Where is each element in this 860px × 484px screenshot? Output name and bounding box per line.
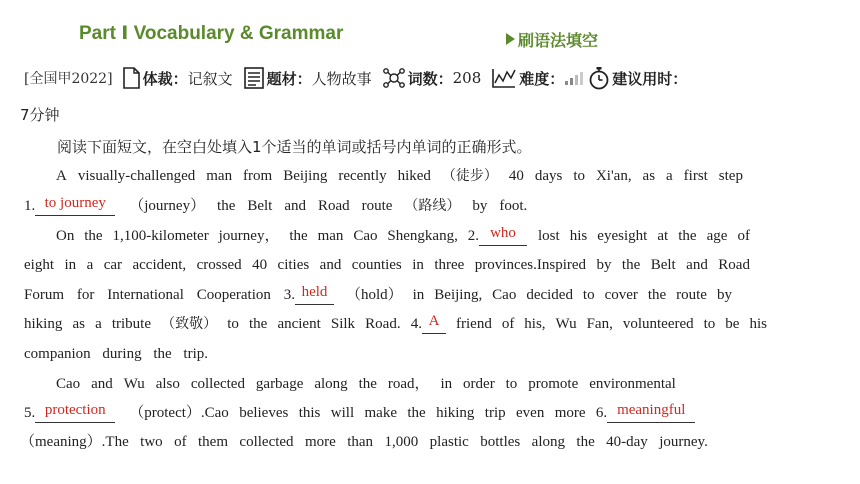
word: order	[463, 376, 495, 392]
word: hiking	[24, 316, 63, 332]
word: step	[718, 168, 743, 184]
word: On	[56, 228, 75, 244]
answer-1: to journey	[44, 195, 106, 211]
topic-value: 人物故事	[311, 69, 372, 88]
word: age	[706, 228, 728, 244]
word: visually-challenged	[77, 168, 196, 184]
word: as	[72, 316, 85, 332]
meta-bar	[24, 66, 687, 90]
answer-blank-2[interactable]	[479, 227, 527, 246]
word: Beijing	[283, 168, 328, 184]
word: the	[647, 287, 667, 303]
word: and	[91, 376, 113, 392]
word: his	[749, 316, 767, 332]
answer-blank-1[interactable]	[35, 197, 115, 216]
word: 2.	[467, 228, 479, 244]
trend-chart-icon	[491, 67, 517, 89]
blank-number: 5.	[24, 405, 36, 421]
word: trip.	[183, 346, 208, 362]
word: the	[217, 198, 236, 214]
word: Shengkang,	[387, 228, 458, 244]
word: trip	[484, 405, 506, 421]
word: crossed	[196, 257, 242, 273]
list-document-icon	[243, 67, 265, 89]
word: to	[227, 316, 239, 332]
word: and	[284, 198, 306, 214]
word: friend	[456, 316, 492, 332]
answer-6: meaningful	[617, 402, 686, 418]
answer-2: who	[490, 225, 516, 241]
word: provinces.Inspired	[474, 257, 587, 273]
passage-segment	[24, 285, 295, 305]
word: along	[531, 434, 565, 450]
word: in	[412, 287, 425, 303]
word: to	[573, 168, 585, 184]
word: eyesight	[597, 228, 648, 244]
source-label: [全国甲2022]	[24, 71, 113, 87]
word: （protect）.Cao	[129, 405, 229, 421]
passage-line	[24, 344, 208, 364]
word: man	[317, 228, 344, 244]
word: during	[102, 346, 142, 362]
word: ancient	[277, 316, 321, 332]
word: and	[319, 257, 342, 273]
passage-segment	[346, 285, 732, 305]
word: along	[314, 376, 348, 392]
word: believes	[239, 405, 289, 421]
passage-line	[24, 403, 696, 423]
word: A	[56, 168, 67, 184]
word: 3.	[283, 287, 295, 303]
passage-line	[24, 314, 770, 334]
word: （徒步）	[441, 168, 498, 184]
word: Silk	[330, 316, 356, 332]
word: a	[86, 257, 94, 273]
passage-line	[24, 285, 732, 305]
word: journey，	[218, 228, 280, 244]
answer-blank-5[interactable]	[35, 404, 115, 423]
word: 1,000	[384, 434, 419, 450]
word: 40-day	[606, 434, 648, 450]
word: hiked	[397, 168, 431, 184]
word: his	[569, 228, 588, 244]
word: by	[472, 198, 488, 214]
answer-3: held	[301, 284, 328, 300]
word: more	[554, 405, 586, 421]
word: this	[298, 405, 321, 421]
words-label: 词数：	[407, 69, 453, 88]
play-triangle-icon	[506, 33, 515, 45]
passage-segment	[456, 314, 767, 334]
word: International	[107, 287, 184, 303]
exercise-tag-label: 刷语法填空	[518, 31, 599, 50]
instruction-text: 阅读下面短文，在空白处填入1个适当的单词或括号内单词的正确形式。	[57, 138, 532, 156]
word: the	[358, 376, 377, 392]
word: environmental	[589, 376, 676, 392]
word: （journey）	[129, 198, 206, 214]
word: Wu	[555, 316, 577, 332]
word: 1,100-kilometer	[112, 228, 209, 244]
word: also	[155, 376, 180, 392]
word: Wu	[123, 376, 145, 392]
word: lost	[538, 228, 560, 244]
difficulty-bars-icon	[564, 70, 584, 86]
word: Belt	[247, 198, 273, 214]
passage-line	[24, 255, 750, 275]
answer-blank-4[interactable]	[422, 315, 446, 334]
word: route	[361, 198, 393, 214]
word: the	[576, 434, 595, 450]
word: two	[140, 434, 163, 450]
word: man	[206, 168, 233, 184]
word: （meaning）.The	[20, 434, 129, 450]
word: cities	[277, 257, 310, 273]
genre-label: 体裁：	[142, 69, 188, 88]
words-value: 208	[452, 69, 482, 87]
word: his,	[524, 316, 546, 332]
answer-blank-6[interactable]	[607, 404, 695, 423]
answer-4: A	[428, 313, 440, 329]
time-value: 7分钟	[20, 106, 60, 124]
word: the	[407, 405, 426, 421]
word: Forum	[24, 287, 65, 303]
passage-segment	[56, 226, 479, 246]
word: to	[582, 287, 595, 303]
word: foot.	[499, 198, 528, 214]
word: days	[534, 168, 563, 184]
word: of	[501, 316, 515, 332]
word: Fan,	[586, 316, 613, 332]
word: a	[666, 168, 673, 184]
section-title: Part Ⅰ Vocabulary & Grammar	[79, 23, 344, 44]
word: garbage	[255, 376, 304, 392]
word: from	[243, 168, 273, 184]
exercise-tag	[506, 28, 598, 51]
passage-segment	[538, 226, 750, 246]
word: Belt	[650, 257, 676, 273]
word: companion	[24, 346, 91, 362]
answer-blank-3[interactable]	[295, 286, 334, 305]
word: more	[304, 434, 336, 450]
network-icon	[382, 67, 406, 89]
word: a	[95, 316, 102, 332]
word: for	[76, 287, 95, 303]
word: Beijing,	[434, 287, 483, 303]
word: the	[249, 316, 268, 332]
word: 40	[252, 257, 268, 273]
word: volunteered	[622, 316, 694, 332]
passage-segment	[129, 196, 527, 216]
topic-label: 题材：	[266, 69, 312, 88]
word: even	[516, 405, 545, 421]
word: 4.	[410, 316, 422, 332]
word: counties	[351, 257, 402, 273]
word: Road	[718, 257, 750, 273]
word: accident,	[132, 257, 187, 273]
document-icon	[121, 67, 141, 89]
word: by	[596, 257, 612, 273]
word: three	[434, 257, 465, 273]
word: collected	[239, 434, 294, 450]
word: the	[678, 228, 697, 244]
word: the	[289, 228, 308, 244]
word: recently	[338, 168, 387, 184]
word: the	[621, 257, 641, 273]
word: of	[737, 228, 750, 244]
passage-segment	[24, 314, 422, 334]
word: decided	[526, 287, 573, 303]
word: （路线）	[404, 198, 461, 214]
passage-line	[56, 166, 743, 186]
word: Road.	[365, 316, 401, 332]
word: journey.	[659, 434, 708, 450]
passage-line	[56, 374, 676, 394]
word: Cao	[353, 228, 378, 244]
word: the	[153, 346, 172, 362]
genre-value: 记叙文	[187, 69, 233, 88]
word: to	[505, 376, 518, 392]
word: tribute	[111, 316, 151, 332]
word: first	[683, 168, 708, 184]
word: be	[725, 316, 740, 332]
word: Cao	[56, 376, 81, 392]
word: in	[440, 376, 453, 392]
word: route	[676, 287, 707, 303]
answer-5: protection	[44, 402, 106, 418]
word: in	[64, 257, 77, 273]
blank-number: 1.	[24, 198, 36, 214]
word: plastic	[429, 434, 469, 450]
word: hiking	[436, 405, 475, 421]
word: will	[330, 405, 355, 421]
word: collected	[190, 376, 245, 392]
word: road，	[387, 376, 430, 392]
difficulty-label: 难度：	[519, 69, 565, 88]
stopwatch-icon	[588, 66, 610, 90]
passage-line	[56, 226, 750, 246]
word: promote	[528, 376, 579, 392]
word: them	[198, 434, 228, 450]
word: bottles	[480, 434, 521, 450]
word: 40	[508, 168, 524, 184]
word: by	[716, 287, 732, 303]
passage-segment	[129, 403, 607, 423]
word: 6.	[595, 405, 608, 421]
word: and	[686, 257, 708, 273]
word: as	[642, 168, 656, 184]
word: to	[703, 316, 716, 332]
word: Cooperation	[196, 287, 271, 303]
word: of	[174, 434, 187, 450]
word: make	[364, 405, 397, 421]
word: in	[412, 257, 424, 273]
time-label: 建议用时：	[612, 69, 688, 88]
word: Road	[317, 198, 350, 214]
word: car	[103, 257, 123, 273]
word: eight	[24, 257, 54, 273]
passage-line	[24, 196, 527, 216]
word: cover	[604, 287, 638, 303]
word: at	[657, 228, 669, 244]
passage-line	[20, 432, 708, 452]
word: the	[84, 228, 103, 244]
word: （hold）	[346, 287, 403, 303]
word: （致敬）	[161, 316, 218, 332]
word: Xi'an,	[595, 168, 632, 184]
word: Cao	[492, 287, 517, 303]
word: than	[347, 434, 374, 450]
